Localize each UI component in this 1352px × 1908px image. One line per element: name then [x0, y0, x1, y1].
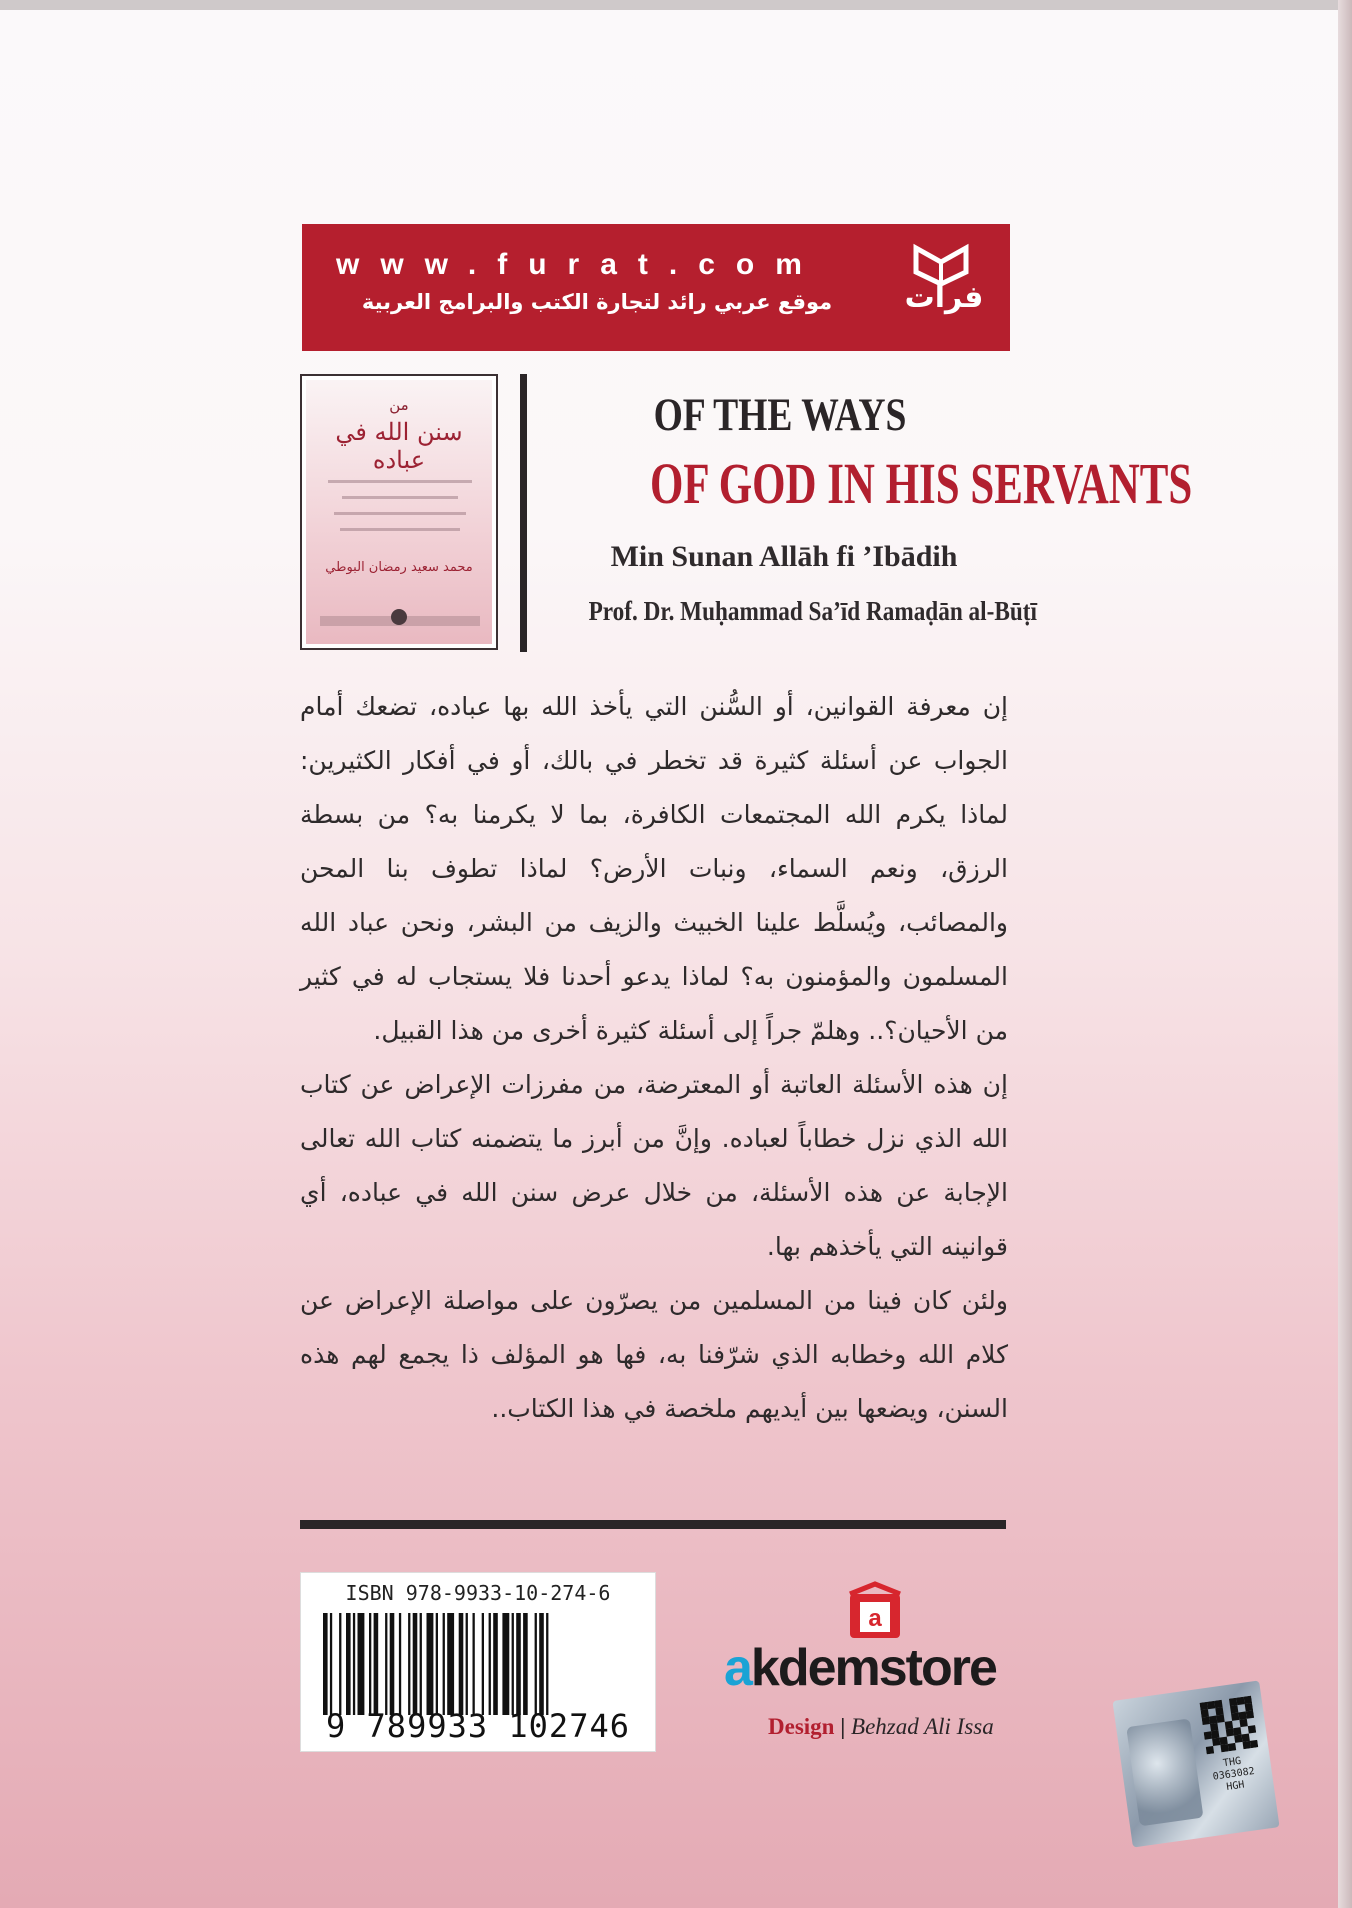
furat-logo-text: فرات: [904, 280, 984, 315]
blurb-text: [300, 680, 1008, 1436]
store-book-icon: [842, 1580, 908, 1646]
title-transliteration: Min Sunan Allāh fi ’Ibādih: [610, 540, 958, 573]
horizontal-divider: [300, 1520, 1006, 1529]
blurb-paragraph: إن هذه الأسئلة العاتبة أو المعترضة، من مفرزات الإعراض عن كتاب الله الذي نزل خطاباً لعباده. وإنَّ من أبرز ما يتضمنه كتاب الله تعالى الإجابة عن هذه الأسئلة، من خلال عرض سنن الله في عباده، أي قوانينه التي يأخذهم بها.: [300, 1070, 1008, 1261]
banner-tagline: موقع عربي رائد لتجارة الكتب والبرامج العربية: [361, 290, 833, 314]
hologram-sticker: [1112, 1680, 1279, 1847]
store-logo-text: [724, 1638, 1024, 1698]
english-title-line2: OF GOD IN HIS SERVANTS: [650, 451, 1193, 516]
thumbnail-text-line: [342, 496, 458, 499]
sticker-code-line: THG: [1222, 1755, 1242, 1770]
hologram-art: [1126, 1718, 1203, 1826]
thumbnail-small-title: من: [389, 396, 409, 414]
thumbnail-title: سنن الله في عباده: [335, 418, 463, 474]
cover-top-edge: [0, 0, 1352, 10]
cover-right-edge: [1338, 0, 1352, 1908]
blurb-paragraph: ولئن كان فينا من المسلمين من يصرّون على مواصلة الإعراض عن كلام الله وخطابه الذي شرّفنا به، فها هو المؤلف ذا يجمع لهم هذه السنن، ويضعها بين أيديهم ملخصة في هذا الكتاب..: [300, 1286, 1008, 1423]
design-label: Design: [768, 1714, 835, 1739]
thumbnail-text-line: [334, 512, 466, 515]
svg-text:a: a: [868, 1605, 882, 1632]
furat-banner: [302, 224, 1010, 351]
thumbnail-text-line: [340, 528, 460, 531]
author-name: Prof. Dr. Muḥammad Sa’īd Ramaḍān al-Būṭī: [588, 596, 1037, 626]
isbn-barcode: [300, 1572, 656, 1752]
isbn-label: ISBN 978-9933-10-274-6: [345, 1581, 611, 1605]
thumbnail-text-line: [328, 480, 472, 483]
thumbnail-author: محمد سعيد رمضان البوطي: [325, 560, 473, 575]
publisher-icon: [388, 606, 410, 628]
sticker-code-line: HGH: [1225, 1779, 1246, 1793]
store-logo-rest: kdemstore: [750, 1639, 996, 1697]
barcode-number: 9 789933 102746: [326, 1707, 630, 1745]
banner-url: www.furat.com: [336, 248, 823, 281]
designer-name: Behzad Ali Issa: [851, 1714, 994, 1739]
sticker-code-line: 0363082: [1212, 1765, 1256, 1783]
store-logo-first-letter: a: [724, 1639, 751, 1697]
qr-code-icon: [1200, 1696, 1259, 1755]
sticker-code: [1202, 1753, 1266, 1797]
vertical-divider: [520, 374, 527, 652]
barcode-bars: [323, 1613, 633, 1715]
front-cover-thumbnail: [300, 374, 498, 650]
blurb-paragraph: إن معرفة القوانين، أو السُّنن التي يأخذ الله بها عباده، تضعك أمام الجواب عن أسئلة كثيرة قد تخطر في بالك، أو في أفكار الكثيرين: لماذا يكرم الله المجتمعات الكافرة، بما لا يكرمنا به؟ من بسطة الرزق، ونعم السماء، ونبات الأرض؟ لماذا تطوف بنا المحن والمصائب، ويُسلَّط علينا الخبيث والزيف من البشر، ونحن عباد الله المسلمون والمؤمنون به؟ لماذا يدعو أحدنا فلا يستجاب له في كثير من الأحيان؟.. وهلمّ جراً إلى أسئلة كثيرة أخرى من هذا القبيل.: [300, 692, 1008, 1045]
english-title-line1: OF THE WAYS: [653, 389, 907, 441]
design-credit: Design | Behzad Ali Issa: [768, 1714, 994, 1739]
